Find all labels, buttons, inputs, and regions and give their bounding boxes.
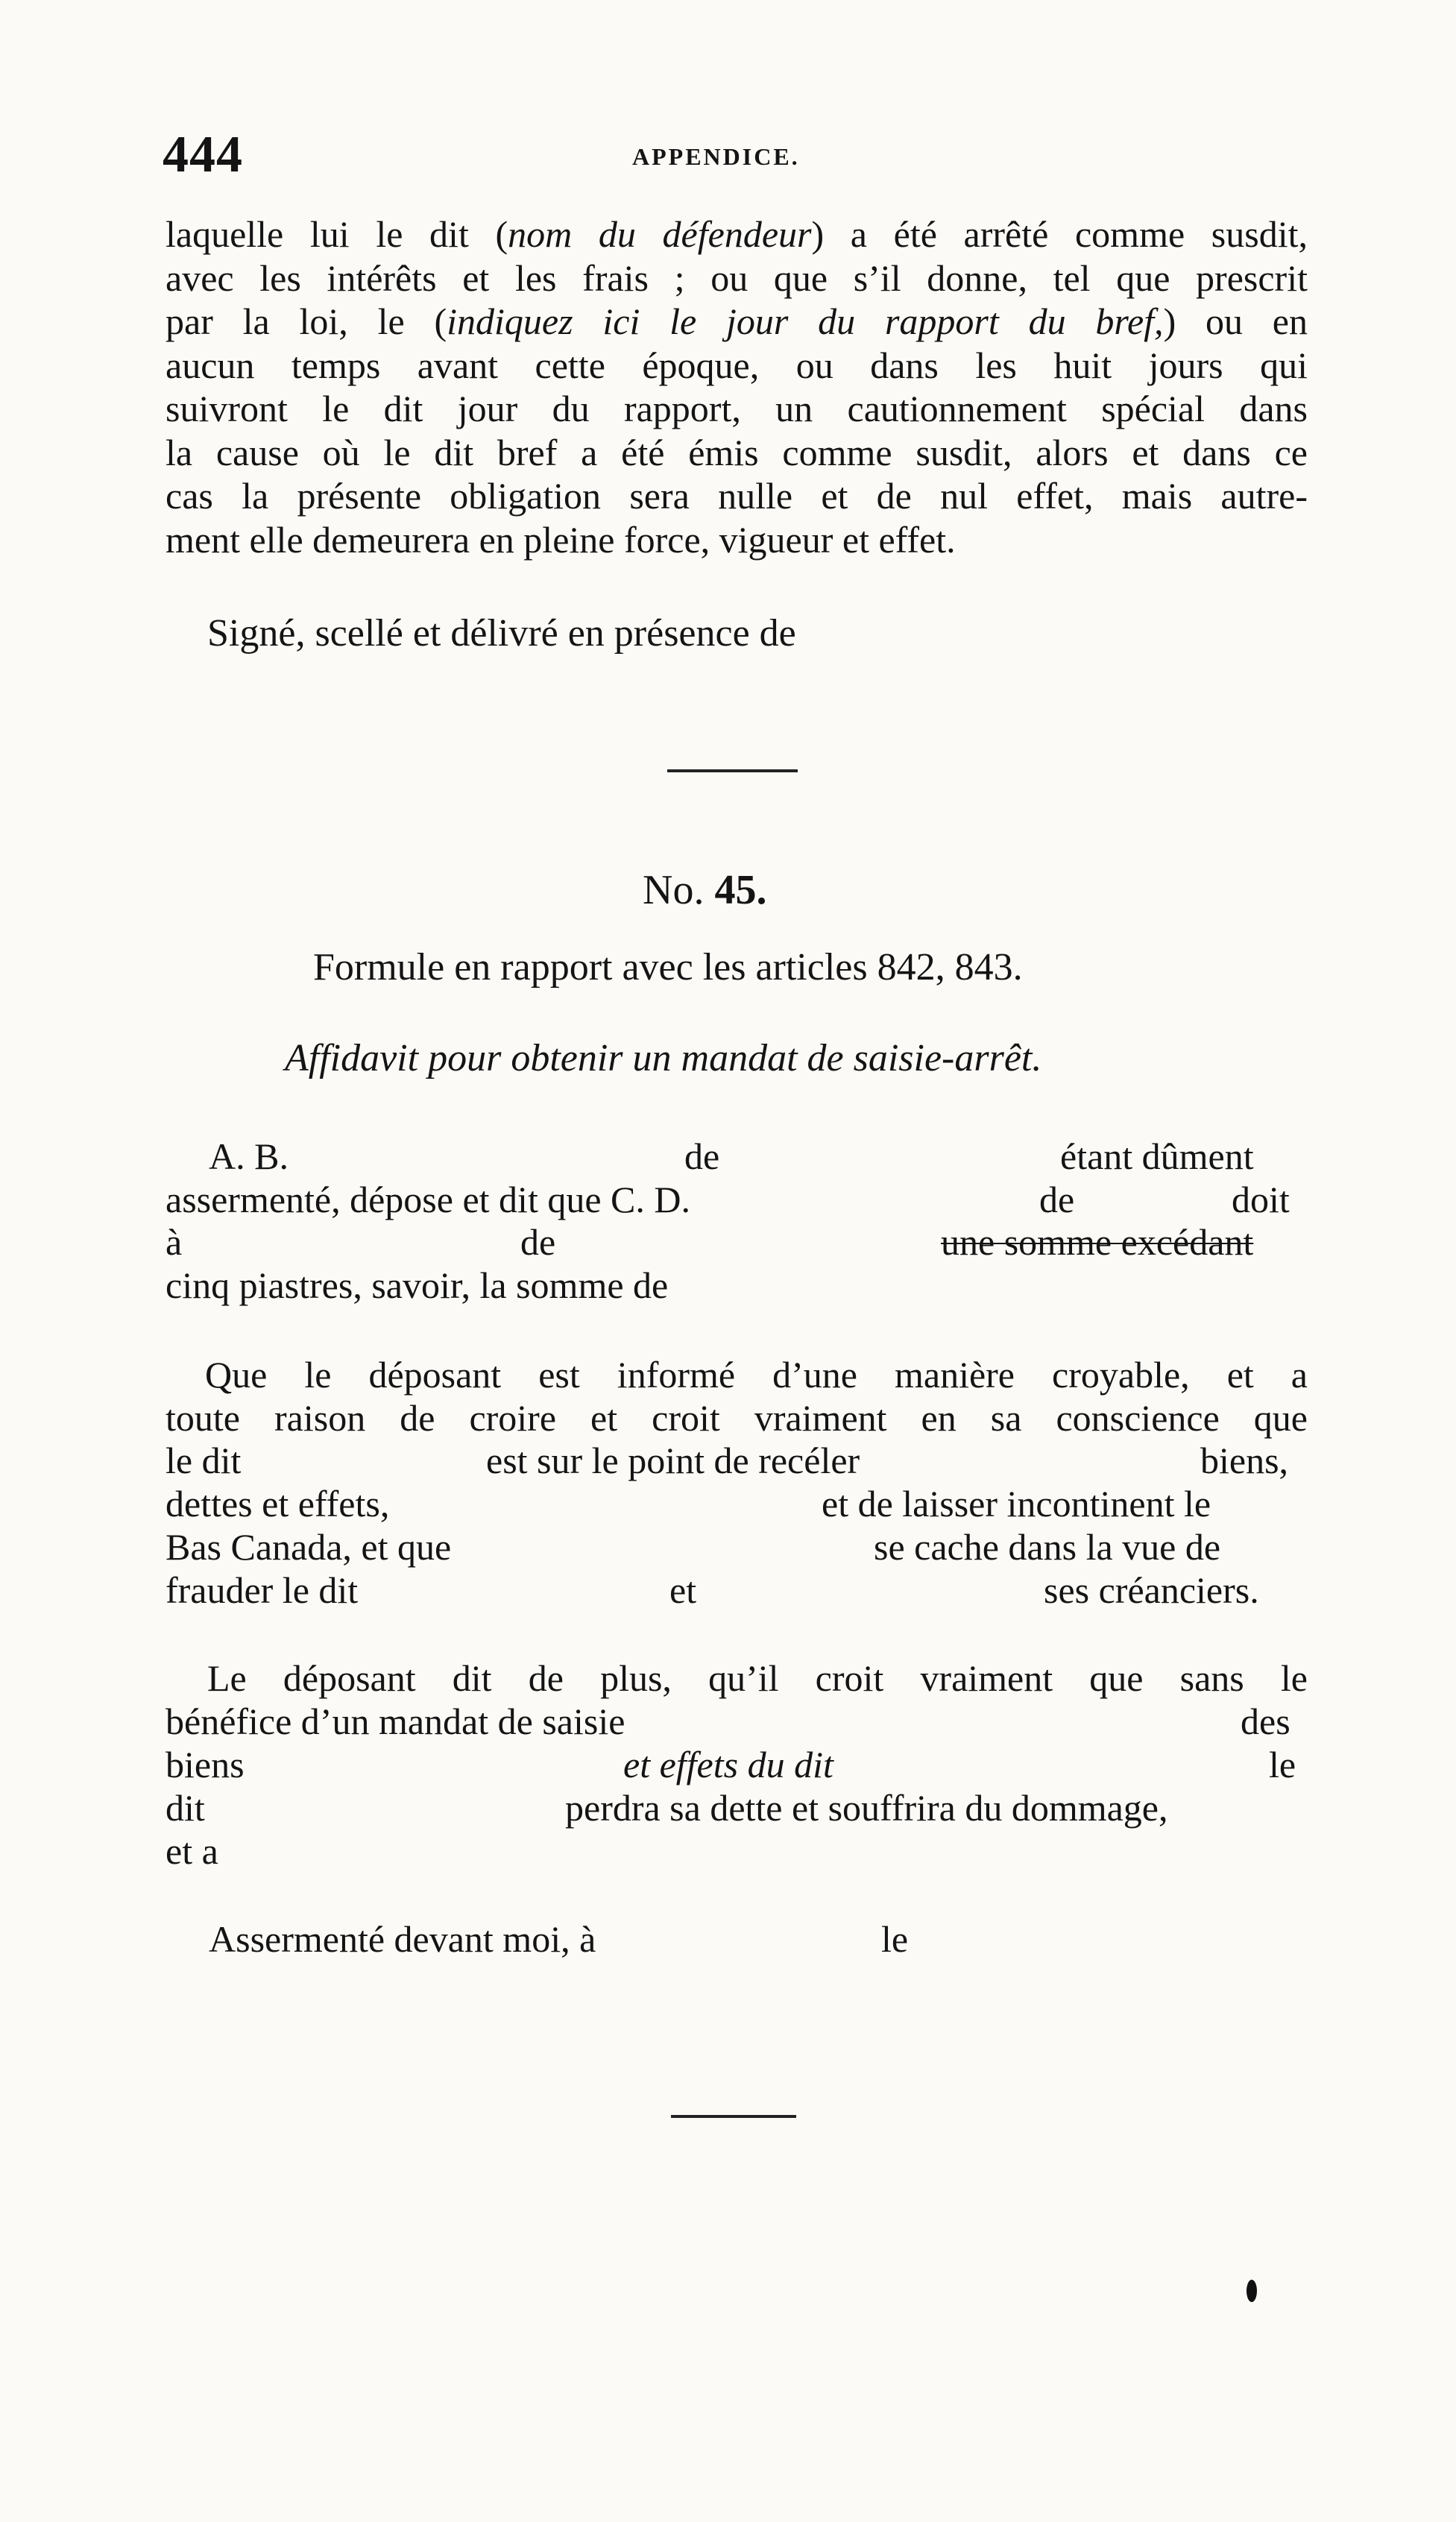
text-line: biens [166, 1744, 245, 1785]
text-line: ment elle demeurera en pleine force, vigueur et effet. [166, 518, 956, 561]
text-line: et [669, 1569, 697, 1611]
text-line: avec les intérêts et les frais ; ou que s’il donne, tel que prescrit [166, 256, 1308, 299]
text-line: bénéfice d’un mandat de saisie [166, 1700, 625, 1742]
text-line: Bas Canada, et que [166, 1526, 452, 1568]
text-line: frauder le dit [166, 1569, 359, 1611]
form-text: assermenté, dépose et dit que C. D. [166, 1179, 690, 1220]
running-title: APPENDICE. [632, 143, 800, 170]
text-line: suivront le dit jour du rapport, un cautionnement spécial dans [166, 388, 1308, 429]
form-text: doit [1232, 1179, 1290, 1220]
sworn-line: Assermenté devant moi, à [209, 1918, 596, 1960]
sworn-line: le [881, 1918, 909, 1960]
paragraph-obligation [166, 212, 1308, 561]
text-line: se cache dans la vue de [874, 1526, 1221, 1568]
ink-mark [1247, 2280, 1257, 2302]
text-line: et de laisser incontinent le [822, 1483, 1211, 1525]
text-line: laquelle lui le dit (nom du défendeur) a été arrêté comme susdit, [166, 213, 1308, 255]
text-line: dit [166, 1787, 205, 1829]
text-line: est sur le point de recéler [486, 1440, 860, 1481]
form-text: cinq piastres, savoir, la somme de [166, 1264, 669, 1306]
form-subtitle: Formule en rapport avec les articles 842, 843. [313, 946, 1023, 989]
text-line: Le déposant dit de plus, qu’il croit vraiment que sans le [207, 1657, 1308, 1699]
text-line: aucun temps avant cette époque, ou dans les huit jours qui [166, 344, 1308, 386]
form-title: Affidavit pour obtenir un mandat de saisie-arrêt. [285, 1037, 1042, 1079]
text-line: et a [166, 1830, 218, 1872]
text-line: dettes et effets, [166, 1483, 390, 1525]
text-line: ses créanciers. [1044, 1569, 1259, 1611]
form-text: étant dûment [1060, 1135, 1254, 1177]
form-text: de [520, 1221, 556, 1263]
text-line: le dit [166, 1440, 242, 1481]
section-divider [667, 769, 798, 772]
form-text: à [166, 1221, 183, 1263]
text-line: perdra sa dette et souffrira du dommage, [565, 1787, 1168, 1829]
bottom-divider [671, 2115, 796, 2118]
text-line: des [1241, 1700, 1290, 1742]
text-line: par la loi, le (indiquez ici le jour du rapport du bref,) ou en [166, 300, 1308, 342]
form-text: de [684, 1135, 720, 1177]
form-text: de [1039, 1179, 1075, 1220]
text-line: biens, [1200, 1440, 1289, 1481]
text-line: et effets du dit [623, 1744, 833, 1785]
text-line: toute raison de croire et croit vraiment en sa conscience que [166, 1397, 1308, 1439]
form-field-ab: A. B. [209, 1135, 289, 1177]
text-line: la cause où le dit bref a été émis comme susdit, alors et dans ce [166, 431, 1308, 473]
text-line: le [1269, 1744, 1296, 1785]
text-line: cas la présente obligation sera nulle et de nul effet, mais autre- [166, 475, 1308, 517]
text-line: Que le déposant est informé d’une manière croyable, et a [205, 1354, 1308, 1396]
form-text: une somme excédant [941, 1221, 1254, 1263]
form-number-heading: No. 45. [643, 867, 767, 913]
page-number: 444 [163, 126, 243, 183]
signed-line: Signé, scellé et délivré en présence de [207, 612, 796, 655]
